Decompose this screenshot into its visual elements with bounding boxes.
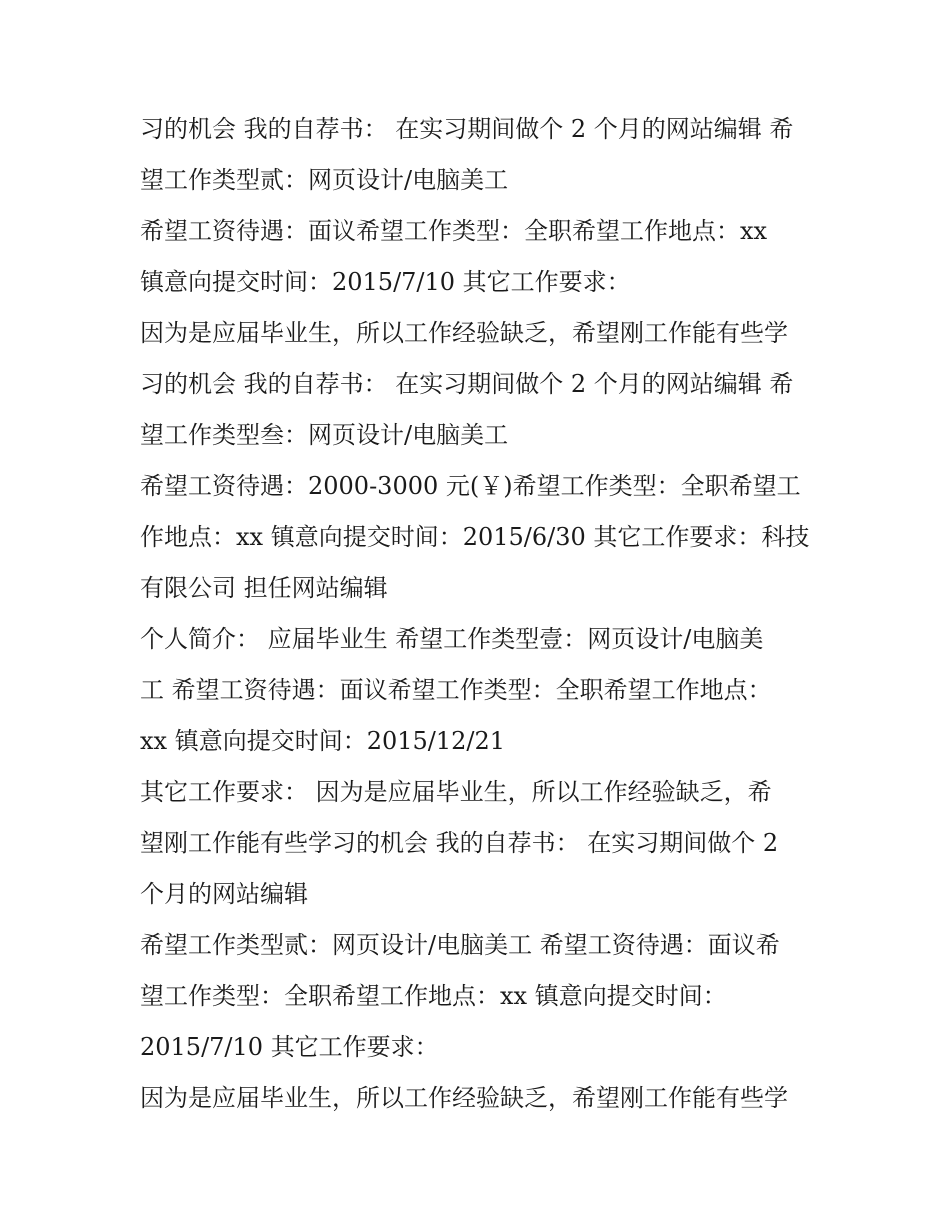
text-line: 因为是应届毕业生，所以工作经验缺乏，希望刚工作能有些学: [140, 319, 788, 347]
text-line: 因为是应届毕业生，所以工作经验缺乏，希望刚工作能有些学: [140, 1084, 788, 1112]
text-line: 有限公司 担任网站编辑: [140, 574, 388, 602]
text-line: 工 希望工资待遇：面议希望工作类型：全职希望工作地点：: [140, 676, 772, 704]
text-line: 习的机会 我的自荐书： 在实习期间做个 2 个月的网站编辑 希: [140, 115, 794, 143]
text-line: 望工作类型叁：网页设计/电脑美工: [140, 421, 509, 449]
text-line: 希望工作类型贰：网页设计/电脑美工 希望工资待遇：面议希: [140, 931, 780, 959]
text-line: 镇意向提交时间：2015/7/10 其它工作要求：: [140, 268, 631, 296]
text-line: 作地点：xx 镇意向提交时间：2015/6/30 其它工作要求：科技: [140, 523, 810, 551]
text-line: xx 镇意向提交时间：2015/12/21: [140, 727, 506, 755]
text-line: 希望工资待遇：面议希望工作类型：全职希望工作地点：xx: [140, 217, 768, 245]
document-body: [140, 104, 830, 1124]
text-line: 其它工作要求： 因为是应届毕业生，所以工作经验缺乏，希: [140, 778, 772, 806]
text-line: 望刚工作能有些学习的机会 我的自荐书： 在实习期间做个 2: [140, 829, 779, 857]
text-line: 2015/7/10 其它工作要求：: [140, 1033, 439, 1061]
text-line: 个月的网站编辑: [140, 880, 308, 908]
text-line: 望工作类型贰：网页设计/电脑美工: [140, 166, 509, 194]
text-line: 望工作类型：全职希望工作地点：xx 镇意向提交时间：: [140, 982, 727, 1010]
text-line: 个人简介： 应届毕业生 希望工作类型壹：网页设计/电脑美: [140, 625, 764, 653]
text-line: 希望工资待遇：2000-3000 元(￥)希望工作类型：全职希望工: [140, 472, 801, 500]
text-line: 习的机会 我的自荐书： 在实习期间做个 2 个月的网站编辑 希: [140, 370, 794, 398]
